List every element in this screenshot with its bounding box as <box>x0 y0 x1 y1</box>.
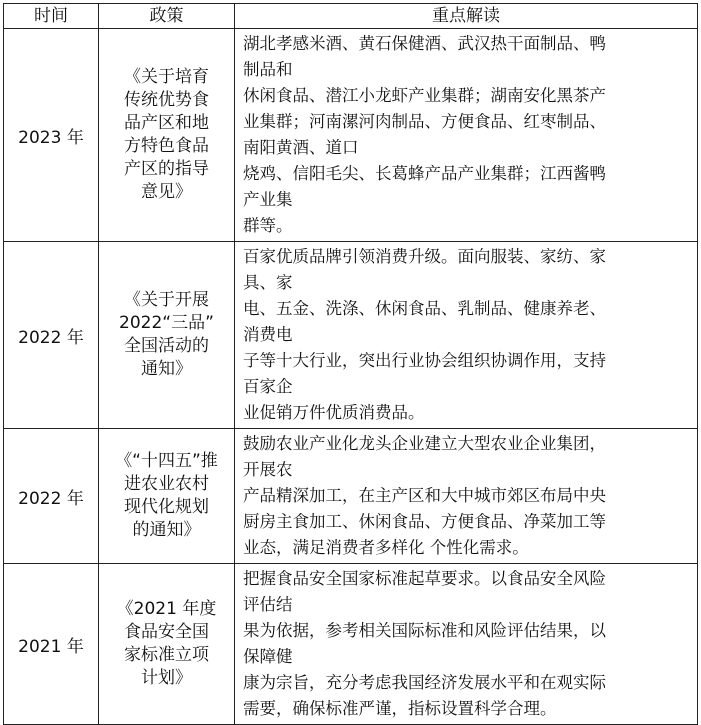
note-line: 产业集 <box>243 190 293 209</box>
note-line: 厨房主食加工、休闲食品、方便食品、净菜加工等 <box>243 512 606 531</box>
header-time: 时间 <box>4 4 99 29</box>
note-line: 湖北孝感米酒、黄石保健酒、武汉热干面制品、鸭 <box>243 34 606 53</box>
note-line: 保障健 <box>243 647 293 666</box>
note-line: 子等十大行业，突出行业协会组织协调作用，支持 <box>243 351 606 370</box>
time-cell: 2022 年 <box>4 429 99 564</box>
note-line: 电、五金、洗涤、休闲食品、乳制品、健康养老、 <box>243 299 606 318</box>
policy-line: 产区的指导 <box>124 159 209 179</box>
note-line: 群等。 <box>243 216 293 235</box>
note-line: 业态，满足消费者多样化 个性化需求。 <box>243 538 529 557</box>
table-row <box>4 429 698 564</box>
note-line: 产品精深加工，在主产区和大中城市郊区布局中央 <box>243 486 606 505</box>
policy-cell <box>99 564 235 725</box>
interpretation-cell <box>235 29 698 242</box>
note-line: 百家企 <box>243 377 293 396</box>
policy-line: 全国活动的 <box>124 336 209 356</box>
policy-line: 《“十四五”推 <box>115 451 218 471</box>
table-row <box>4 29 698 242</box>
note-line: 果为依据，参考相关国际标准和风险评估结果，以 <box>243 621 606 640</box>
note-line: 制品和 <box>243 60 293 79</box>
interpretation-cell <box>235 564 698 725</box>
note-line: 具、家 <box>243 273 293 292</box>
policy-line: 意见》 <box>141 182 192 202</box>
policy-line: 传统优势食 <box>124 90 209 110</box>
note-line: 休闲食品、潜江小龙虾产业集群；湖南安化黑茶产 <box>243 86 606 105</box>
note-line: 康为宗旨，充分考虑我国经济发展水平和在观实际 <box>243 673 606 692</box>
policy-cell <box>99 429 235 564</box>
policy-line: 2022“三品” <box>119 313 214 333</box>
note-line: 消费电 <box>243 325 293 344</box>
interpretation-cell <box>235 429 698 564</box>
policy-line: 《关于开展 <box>124 290 209 310</box>
policy-cell <box>99 242 235 429</box>
header-row <box>4 4 698 29</box>
policy-line: 通知》 <box>141 359 192 379</box>
policy-line: 《关于培育 <box>124 67 209 87</box>
policy-line: 方特色食品 <box>124 136 209 156</box>
note-line: 把握食品安全国家标准起草要求。以食品安全风险 <box>243 569 606 588</box>
time-cell: 2022 年 <box>4 242 99 429</box>
table-row <box>4 242 698 429</box>
policy-line: 现代化规划 <box>124 497 209 517</box>
policy-cell <box>99 29 235 242</box>
note-line: 南阳黄酒、道口 <box>243 138 359 157</box>
interpretation-cell <box>235 242 698 429</box>
policy-line: 食品安全国 <box>124 622 209 642</box>
time-cell: 2021 年 <box>4 564 99 725</box>
policy-line: 进农业农村 <box>124 474 209 494</box>
header-interpretation: 重点解读 <box>235 4 698 29</box>
note-line: 评估结 <box>243 595 293 614</box>
note-line: 需要，确保标准严谨，指标设置科学合理。 <box>243 699 557 718</box>
time-cell: 2023 年 <box>4 29 99 242</box>
policy-line: 《2021 年度 <box>116 599 217 619</box>
table-row <box>4 564 698 725</box>
policy-line: 家标准立项 <box>124 645 209 665</box>
note-line: 百家优质品牌引领消费升级。面向服装、家纺、家 <box>243 247 606 266</box>
note-line: 开展农 <box>243 460 293 479</box>
policy-line: 品产区和地 <box>124 113 209 133</box>
note-line: 业促销万件优质消费品。 <box>243 403 425 422</box>
note-line: 鼓励农业产业化龙头企业建立大型农业企业集团， <box>243 434 606 453</box>
policy-line: 计划》 <box>141 668 192 688</box>
note-line: 业集群；河南漯河肉制品、方便食品、红枣制品、 <box>243 112 606 131</box>
note-line: 烧鸡、信阳毛尖、长葛蜂产品产业集群；江西酱鸭 <box>243 164 606 183</box>
policy-line: 的通知》 <box>132 520 201 540</box>
policy-table <box>3 3 698 725</box>
header-policy: 政策 <box>99 4 235 29</box>
